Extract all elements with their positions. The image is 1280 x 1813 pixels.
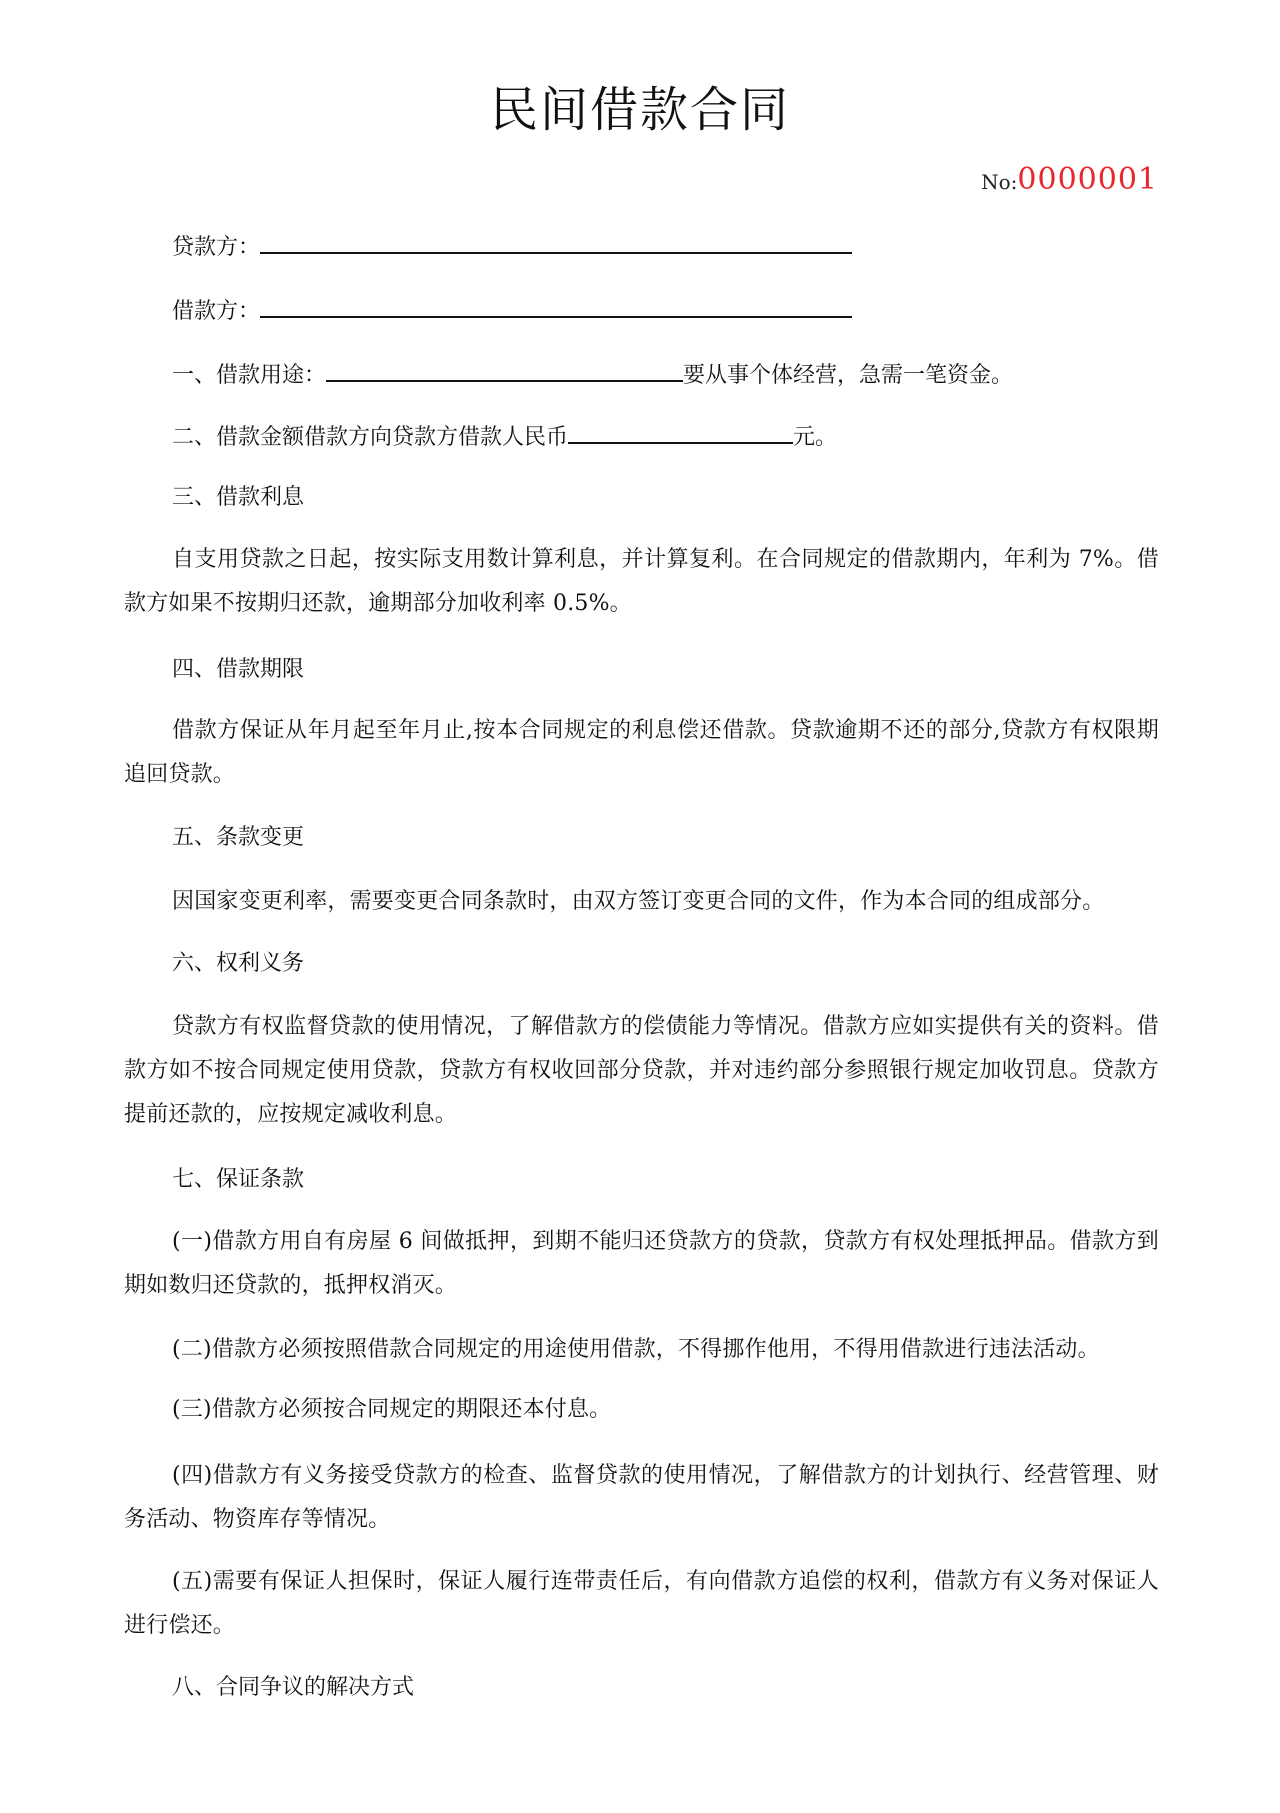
section2-line [172,416,837,458]
purpose-blank[interactable] [326,354,683,382]
section3-heading: 三、借款利息 [172,485,305,510]
borrower-line [172,290,852,332]
borrower-label: 借款方： [172,299,261,324]
section6-body: 贷款方有权监督贷款的使用情况，了解借款方的偿债能力等情况。借款方应如实提供有关的资料。借款方如不按合同规定使用贷款，贷款方有权收回部分贷款，并对违约部分参照银行规定加收罚息。贷款方提前还款的，应按规定减收利息。 [124,1014,1159,1127]
section1-label: 一、借款用途： [172,363,327,388]
amount-blank[interactable] [568,416,793,444]
section7-item-2: (二)借款方必须按照借款合同规定的用途使用借款，不得挪作他用，不得用借款进行违法活动。 [172,1337,1100,1362]
borrower-blank[interactable] [260,290,852,318]
section7-item-1: (一)借款方用自有房屋 6 间做抵押，到期不能归还贷款方的贷款，贷款方有权处理抵押品。借款方到期如数归还贷款的，抵押权消灭。 [124,1229,1159,1298]
lender-blank[interactable] [260,226,852,254]
section3-body: 自支用贷款之日起，按实际支用数计算利息，并计算复利。在合同规定的借款期内，年利为 7%。借款方如果不按期归还款，逾期部分加收利率 0.5%。 [124,547,1159,616]
section7-heading: 七、保证条款 [172,1167,305,1192]
section1-line [172,354,1013,396]
section7-item-4: (四)借款方有义务接受贷款方的检查、监督贷款的使用情况，了解借款方的计划执行、经营管理、财务活动、物资库存等情况。 [124,1463,1159,1532]
section5-heading: 五、条款变更 [172,825,305,850]
section6-heading: 六、权利义务 [172,951,305,976]
section7-item-3: (三)借款方必须按合同规定的期限还本付息。 [172,1397,612,1422]
contract-number-label: No: [981,170,1018,194]
section2-tail: 元。 [793,425,838,450]
section4-heading: 四、借款期限 [172,657,305,682]
lender-label: 贷款方： [172,235,261,260]
lender-line [172,226,852,268]
contract-number [981,160,1158,203]
section7-item-5: (五)需要有保证人担保时，保证人履行连带责任后，有向借款方追偿的权利，借款方有义务对保证人进行偿还。 [124,1569,1159,1638]
section1-tail: 要从事个体经营，急需一笔资金。 [683,363,1014,388]
contract-number-value: 0000001 [1017,162,1158,197]
document-title: 民间借款合同 [489,82,790,138]
section5-body: 因国家变更利率，需要变更合同条款时，由双方签订变更合同的文件，作为本合同的组成部分。 [172,889,1105,914]
section2-label: 二、借款金额借款方向贷款方借款人民币 [172,425,569,450]
section8-heading: 八、合同争议的解决方式 [172,1675,415,1700]
section4-body: 借款方保证从年月起至年月止,按本合同规定的利息偿还借款。贷款逾期不还的部分,贷款方有权限期追回贷款。 [124,718,1159,787]
